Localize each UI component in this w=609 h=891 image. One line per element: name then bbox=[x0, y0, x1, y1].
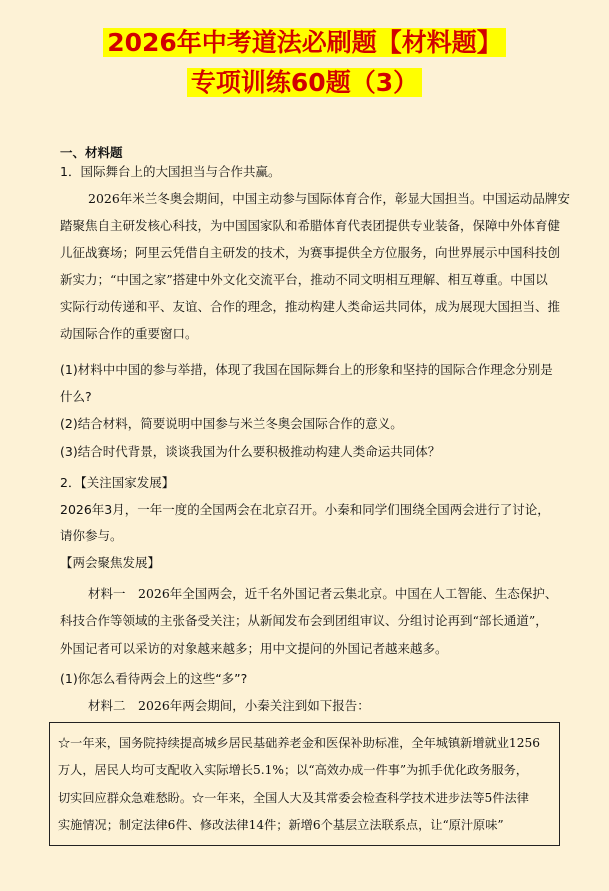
q1-material-line: 踏聚焦自主研发核心科技，为中国国家队和希腊体育代表团提供专业装备，保障中外体育健 bbox=[60, 218, 561, 233]
q1-material-line: 动国际合作的重要窗口。 bbox=[60, 326, 198, 341]
q2-sub-heading: 【两会聚焦发展】 bbox=[60, 555, 161, 570]
q2-material1-line: 材料一 2026年全国两会，近千名外国记者云集北京。中国在人工智能、生态保护、 bbox=[88, 586, 558, 601]
report-box-line: ☆一年来，国务院持续提高城乡居民基础养老金和医保补助标准，全年城镇新增就业1256 bbox=[58, 736, 540, 750]
question-2-heading: 2．【关注国家发展】 bbox=[60, 475, 175, 490]
report-box-line: 实施情况；制定法律6件、修改法律14件；新增6个基层立法联系点，让“原汁原味” bbox=[58, 818, 504, 832]
section-heading: 一、材料题 bbox=[60, 145, 123, 160]
report-box-line: 切实回应群众急难愁盼。☆一年来，全国人大及其常委会检查科学技术进步法等5件法律 bbox=[58, 791, 529, 805]
title-line-1: 2026年中考道法必刷题【材料题】 bbox=[0, 26, 609, 60]
q1-material-line: 2026年米兰冬奥会期间，中国主动参与国际体育合作，彰显大国担当。中国运动品牌安 bbox=[88, 191, 570, 206]
q2-question-1: (1)你怎么看待两会上的这些“多”? bbox=[60, 671, 248, 686]
report-box-line: 万人，居民人均可支配收入实际增长5.1%；以“高效办成一件事”为抓手优化政务服务， bbox=[58, 763, 528, 777]
question-1-heading: 1．国际舞台上的大国担当与合作共赢。 bbox=[60, 164, 281, 179]
q1-sub-question: (2)结合材料，简要说明中国参与米兰冬奥会国际合作的意义。 bbox=[60, 416, 403, 431]
q1-material-line: 实际行动传递和平、友谊、合作的理念，推动构建人类命运共同体，成为展现大国担当、推 bbox=[60, 299, 561, 314]
q2-intro-line: 请你参与。 bbox=[60, 528, 123, 543]
q2-material1-line: 科技合作等领域的主张备受关注；从新闻发布会到团组审议、分组讨论再到“部长通道”， bbox=[60, 613, 548, 628]
q2-material2-intro: 材料二 2026年两会期间，小秦关注到如下报告： bbox=[88, 698, 370, 713]
q2-intro-line: 2026年3月，一年一度的全国两会在北京召开。小秦和同学们围绕全国两会进行了讨论， bbox=[60, 502, 550, 517]
q1-material-line: 新实力；“中国之家”搭建中外文化交流平台，推动不同文明相互理解、相互尊重。中国以 bbox=[60, 272, 548, 287]
q1-sub-question: 什么? bbox=[60, 389, 92, 404]
q2-material1-line: 外国记者可以采访的对象越来越多；用中文提问的外国记者越来越多。 bbox=[60, 641, 448, 656]
title-line-2: 专项训练60题（3） bbox=[0, 66, 609, 100]
q1-sub-question: (1)材料中中国的参与举措，体现了我国在国际舞台上的形象和坚持的国际合作理念分别是 bbox=[60, 362, 553, 377]
q1-material-line: 儿征战赛场；阿里云凭借自主研发的技术，为赛事提供全方位服务，向世界展示中国科技创 bbox=[60, 245, 561, 260]
q1-sub-question: (3)结合时代背景，谈谈我国为什么要积极推动构建人类命运共同体？ bbox=[60, 444, 441, 459]
